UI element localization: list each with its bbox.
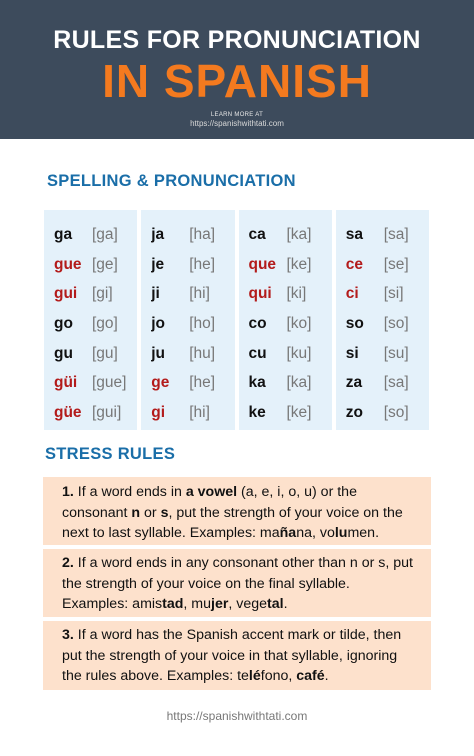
syllable-pronunciation: [go] [92, 314, 118, 332]
spelling-grid [44, 210, 429, 430]
syllable-spelling: ke [248, 403, 266, 421]
rule-bold-text: s [160, 504, 169, 521]
syllable-row [336, 368, 429, 398]
rule-text: If a word ends in any consonant other than n or s, put the strength of your voice on the final syllable. Examples: amis [62, 555, 413, 612]
rule-text: If a word has the Spanish accent mark or tilde, then put the strength of your voice in that syllable, ignoring the rules above. Examples: te [62, 627, 402, 684]
title-line-1: RULES FOR PRONUNCIATION [53, 26, 421, 54]
syllable-row [141, 398, 234, 428]
header-banner [0, 0, 474, 139]
syllable-row [336, 398, 429, 428]
syllable-row [336, 339, 429, 369]
rule-text: , mu [183, 596, 212, 612]
syllable-pronunciation: [gue] [92, 374, 127, 392]
syllable-spelling: ca [248, 225, 266, 243]
rule-bold-text: a vowel [185, 484, 238, 500]
syllable-spelling: gi [151, 403, 166, 421]
syllable-row [141, 220, 234, 250]
syllable-spelling: zo [345, 403, 363, 421]
syllable-row [239, 250, 332, 280]
syllable-spelling: ju [151, 344, 166, 362]
syllable-pronunciation: [ke] [286, 255, 312, 273]
syllable-pronunciation: [hi] [189, 285, 210, 303]
rule-bold-text: ña [279, 525, 297, 541]
syllable-row [239, 368, 332, 398]
title-line-2: IN SPANISH [102, 55, 372, 107]
rule-text: or [140, 504, 161, 521]
syllable-pronunciation: [si] [383, 285, 404, 303]
syllable-spelling: si [345, 344, 359, 362]
syllable-row [336, 279, 429, 309]
syllable-pronunciation: [he] [189, 374, 216, 392]
rule-bold-text: n [131, 504, 141, 521]
syllable-pronunciation: [ke] [286, 403, 312, 421]
spelling-section-title: SPELLING & PRONUNCIATION [47, 172, 296, 190]
syllable-spelling: gu [54, 344, 73, 362]
syllable-row [44, 398, 137, 428]
rule-bold-text: 2. [62, 555, 74, 571]
syllable-spelling: gui [54, 285, 78, 303]
syllable-pronunciation: [ha] [189, 225, 216, 243]
syllable-row [141, 279, 234, 309]
syllable-row [239, 309, 332, 339]
stress-section-title: STRESS RULES [45, 445, 176, 463]
syllable-pronunciation: [ku] [286, 344, 312, 362]
syllable-spelling: za [345, 374, 363, 392]
rule-bold-text: 3. [62, 627, 74, 643]
syllable-pronunciation: [ka] [286, 225, 312, 243]
syllable-row [44, 368, 137, 398]
header-url-link[interactable]: https://spanishwithtati.com [190, 119, 284, 128]
syllable-spelling: sa [345, 225, 363, 243]
syllable-row [44, 250, 137, 280]
syllable-pronunciation: [hu] [189, 344, 216, 362]
rule-bold-text: tal [267, 596, 284, 612]
rule-bold-text: café [296, 668, 325, 684]
rule-text: If a word ends in [73, 484, 186, 500]
syllable-pronunciation: [ka] [286, 374, 312, 392]
syllable-spelling: güe [54, 403, 82, 421]
syllable-pronunciation: [ge] [92, 255, 118, 273]
rule-text: men. [347, 525, 380, 541]
syllable-row [336, 250, 429, 280]
syllable-spelling: ji [151, 285, 160, 303]
stress-rule-1 [43, 477, 431, 545]
syllable-spelling: cu [248, 344, 267, 362]
syllable-row [44, 279, 137, 309]
syllable-spelling: jo [151, 314, 166, 332]
syllable-pronunciation: [so] [383, 403, 409, 421]
syllable-pronunciation: [he] [189, 255, 216, 273]
syllable-spelling: gue [54, 255, 82, 273]
syllable-spelling: ge [151, 374, 170, 392]
syllable-spelling: que [248, 255, 277, 273]
syllable-row [336, 309, 429, 339]
rule-bold-text: jer [211, 596, 229, 612]
syllable-spelling: so [345, 314, 364, 332]
syllable-row [141, 339, 234, 369]
syllable-pronunciation: [ki] [286, 285, 307, 303]
rule-text: fono, [260, 668, 297, 684]
syllable-row [239, 398, 332, 428]
syllable-row [141, 250, 234, 280]
spelling-column [336, 210, 429, 430]
syllable-pronunciation: [ko] [286, 314, 312, 332]
syllable-row [336, 220, 429, 250]
syllable-row [44, 339, 137, 369]
rule-bold-text: 1. [62, 484, 74, 500]
rule-bold-text: tad [162, 596, 184, 612]
footer-url-link[interactable]: https://spanishwithtati.com [166, 709, 308, 723]
syllable-spelling: je [151, 255, 165, 273]
rule-text: , vege [228, 596, 268, 612]
syllable-pronunciation: [ho] [189, 314, 216, 332]
syllable-pronunciation: [ga] [92, 225, 118, 243]
stress-rule-3 [43, 621, 431, 690]
syllable-pronunciation: [hi] [189, 403, 210, 421]
syllable-row [141, 368, 234, 398]
spelling-column [141, 210, 234, 430]
syllable-row [239, 220, 332, 250]
syllable-spelling: ja [151, 225, 165, 243]
stress-rule-2 [43, 549, 431, 617]
rule-text: , put the strength of your voice on the next to last syllable. Examples: ma [62, 504, 403, 541]
syllable-row [44, 309, 137, 339]
syllable-spelling: go [54, 314, 73, 332]
syllable-spelling: ga [54, 225, 73, 243]
syllable-spelling: ce [345, 255, 363, 273]
syllable-spelling: ka [248, 374, 266, 392]
syllable-row [141, 309, 234, 339]
syllable-pronunciation: [gi] [92, 285, 113, 303]
syllable-spelling: co [248, 314, 267, 332]
spelling-column [239, 210, 332, 430]
syllable-row [239, 339, 332, 369]
syllable-pronunciation: [so] [383, 314, 409, 332]
rule-text: (a, e, i, o, u) or the consonant [62, 484, 357, 521]
learn-more-label: LEARN MORE AT [210, 112, 264, 118]
rule-text: na, vo [296, 525, 335, 541]
rule-text: . [324, 668, 329, 684]
syllable-pronunciation: [sa] [383, 225, 409, 243]
syllable-pronunciation: [gui] [92, 403, 122, 421]
syllable-row [239, 279, 332, 309]
syllable-spelling: ci [345, 285, 359, 303]
spelling-column [44, 210, 137, 430]
syllable-row [44, 220, 137, 250]
rule-text: . [283, 596, 288, 612]
syllable-pronunciation: [se] [383, 255, 409, 273]
syllable-spelling: güi [54, 374, 78, 392]
syllable-pronunciation: [sa] [383, 374, 409, 392]
rule-bold-text: lu [334, 525, 348, 541]
syllable-pronunciation: [su] [383, 344, 409, 362]
syllable-spelling: qui [248, 285, 272, 303]
rule-bold-text: lé [248, 668, 261, 684]
syllable-pronunciation: [gu] [92, 344, 118, 362]
